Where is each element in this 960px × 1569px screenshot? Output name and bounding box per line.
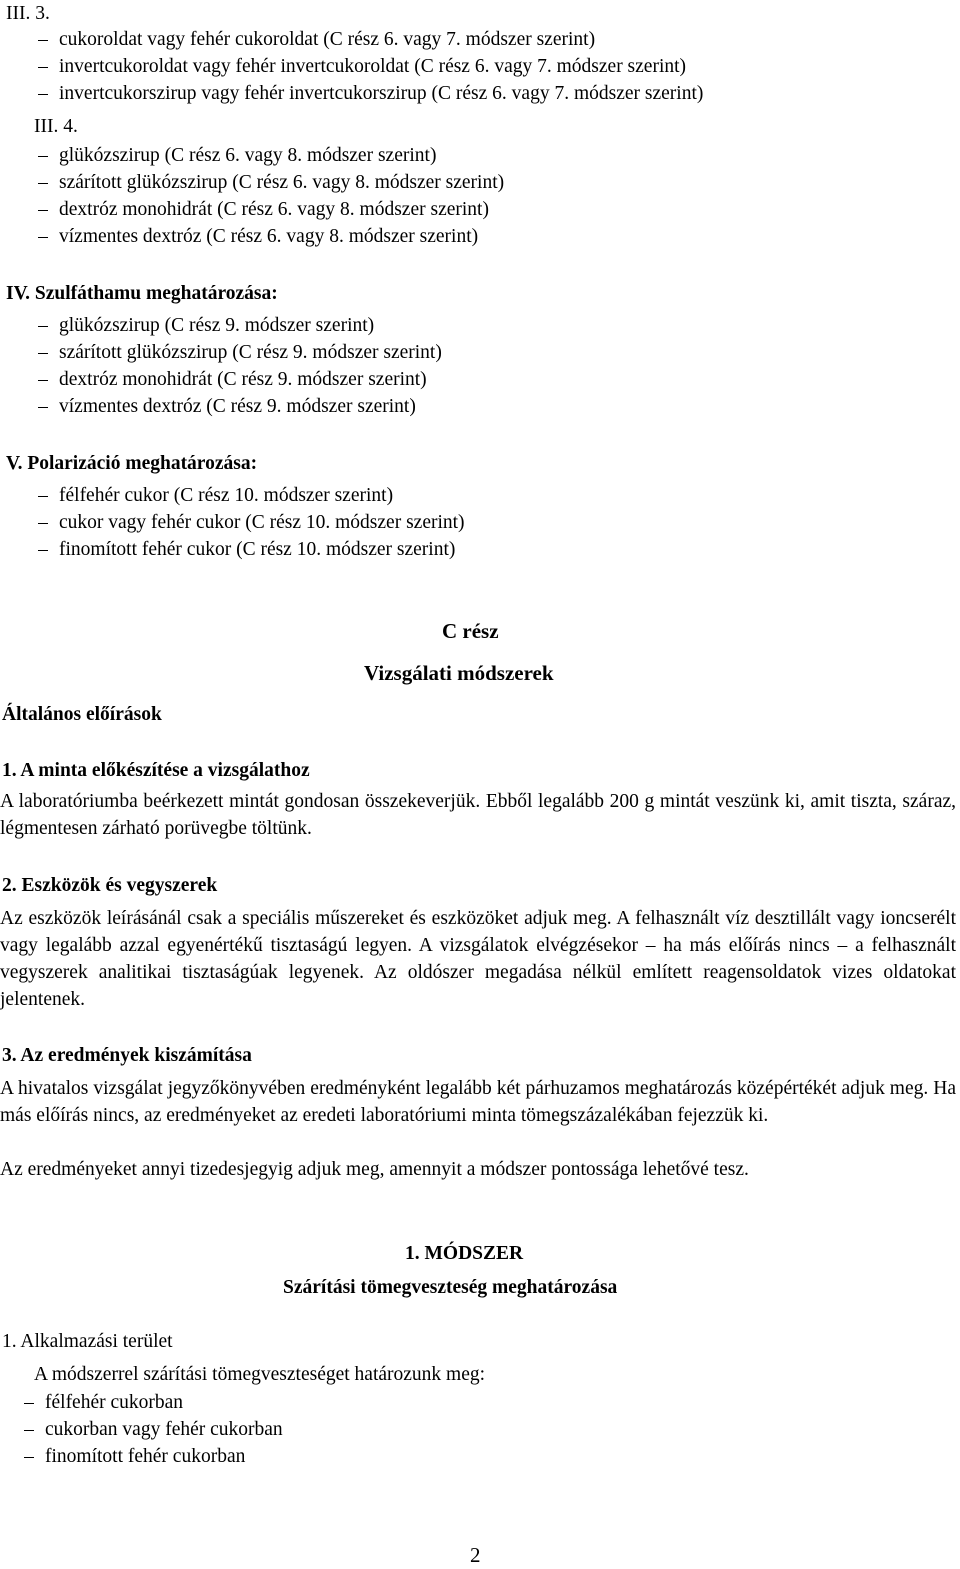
scope-intro: A módszerrel szárítási tömegveszteséget határozunk meg:: [34, 1364, 486, 1385]
section-heading-iv: IV. Szulfáthamu meghatározása:: [6, 283, 278, 304]
general-heading: Általános előírások: [2, 704, 162, 725]
section-heading-v: V. Polarizáció meghatározása:: [6, 453, 258, 474]
section-label-iii-4: III. 4.: [34, 116, 78, 137]
section-heading-3: 3. Az eredmények kiszámítása: [2, 1045, 252, 1066]
paragraph: Az eredményeket annyi tizedesjegyig adjuk meg, amennyit a módszer pontossága lehetővé tesz.: [0, 1159, 749, 1180]
section-heading-2: 2. Eszközök és vegyszerek: [2, 875, 218, 896]
part-subtitle: Vizsgálati módszerek: [364, 661, 554, 685]
section-label-iii-3: III. 3.: [6, 3, 50, 24]
paragraph: A laboratóriumba beérkezett mintát gondosan összekeverjük. Ebből legalább 200 g mintát veszünk ki, amit tiszta, száraz, légmentesen zárható porüvegbe töltünk.: [0, 791, 956, 839]
method-title: 1. MÓDSZER: [405, 1243, 524, 1264]
method-subtitle: Szárítási tömegveszteség meghatározása: [283, 1277, 618, 1298]
section-heading-1: 1. A minta előkészítése a vizsgálathoz: [2, 760, 310, 781]
paragraph: Az eszközök leírásánál csak a speciális műszereket és eszközöket adjuk meg. A felhasznált víz desztillált vagy ioncserélt vagy legalább azzal egyenértékű tisztaságú legyen. A vizsgálatok elvégzésekor – ha más előírás nincs – a felhasznált vegyszerek analitikai tisztaságúak legyenek. Az oldószer megadása nélkül említett reagensoldatok vizes oldatokat jelentenek.: [0, 908, 956, 1010]
document-page: III. 3. – cukoroldat vagy fehér cukoroldat (C rész 6. vagy 7. módszer szerint) – invertcukoroldat vagy fehér invertcukoroldat (C rész 6. vagy 7. módszer szerint) – invertcukorszirup vagy fehér invertcukorszirup (C rész 6. vagy 7. módszer szerint) III. 4. – glükózszirup (C rész 6. vagy 8. módszer szerint) – szárított glükózszirup (C rész 6. vagy 8. módszer szerint) – dextróz monohidrát (C rész 6. vagy 8. módszer szerint) – vízmentes dextróz (C rész 6. vagy 8. módszer szerint) IV. Szulfáthamu meghatározása: – glükózszirup (C rész 9. módszer szerint) – szárított glükózszirup (C rész 9. módszer szerint) – dextróz monohidrát (C rész 9. módszer szerint) – vízmentes dextróz (C rész 9. módszer szerint) V. Polarizáció meghatározása: – félfehér cukor (C rész 10. módszer szerint) – cukor vagy fehér cukor (C rész 10. módszer szerint) – finomított fehér cukor (C rész 10. módszer szerint) C rész Vizsgálati módszerek Általános előírások 1. A minta előkészítése a vizsgálathoz A laboratóriumba beérkezett mintát gondosan összekeverjük. Ebből legalább 200 g mintát veszünk ki, amit tiszta, száraz, légmentesen zárható porüvegbe töltünk. 2. Eszközök és vegyszerek Az eszközök leírásánál csak a speciális műszereket és eszközöket adjuk meg. A felhasznált víz desztillált vagy ioncserélt vagy legalább azzal egyenértékű tisztaságú legyen. A vizsgálatok elvégzésekor – ha más előírás nincs – a felhasznált vegyszerek analitikai tisztaságúak legyenek. Az oldószer megadása nélkül említett reagensoldatok vizes oldatokat jelentenek. 3. Az eredmények kiszámítása A hivatalos vizsgálat jegyzőkönyvében eredményként legalább két párhuzamos meghatározás középértékét adjuk meg. Ha más előírás nincs, az eredményeket az eredeti laboratóriumi minta tömegszázalékában fejezzük ki. Az eredményeket annyi tizedesjegyig adjuk meg, amennyit a módszer pontossága lehetővé tesz. 1. MÓDSZER Szárítási tömegveszteség meghatározása 1. Alkalmazási terület A módszerrel szárítási tömegveszteséget határozunk meg: – félfehér cukorban – cukorban vagy fehér cukorban – finomított fehér cukorban 2: [0, 0, 960, 1564]
scope-heading: 1. Alkalmazási terület: [2, 1331, 173, 1352]
part-title: C rész: [442, 619, 499, 643]
page-number: 2: [470, 1543, 481, 1567]
paragraph: A hivatalos vizsgálat jegyzőkönyvében eredményként legalább két párhuzamos meghatározás középértékét adjuk meg. Ha más előírás nincs, az eredményeket az eredeti laboratóriumi minta tömegszázalékában fejezzük ki.: [0, 1078, 956, 1126]
